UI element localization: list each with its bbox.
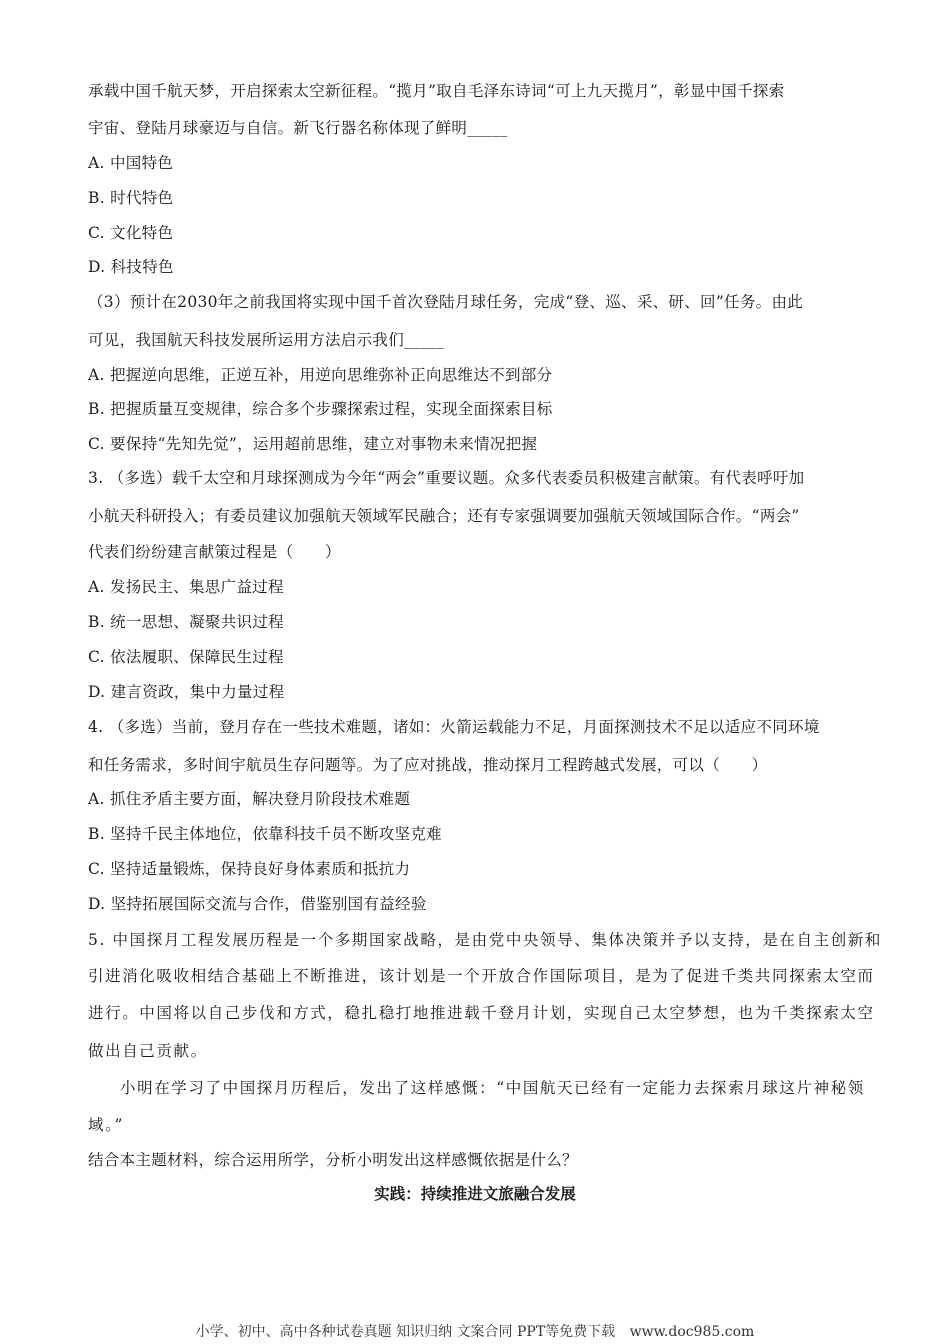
q2-text-line: 承载中国千航天梦，开启探索太空新征程。“揽月”取自毛泽东诗词“可上九天揽月”，彰显中国千探索 xyxy=(88,82,785,100)
q5-question: 结合本主题材料，综合运用所学，分析小明发出这样感慨依据是什么？ xyxy=(88,1151,578,1169)
page-footer xyxy=(0,1322,950,1342)
q2-part3-option-a: A. 把握逆向思维，正逆互补，用逆向思维弥补正向思维达不到部分 xyxy=(88,366,553,384)
q2-text-line: 宇宙、登陆月球豪迈与自信。新飞行器名称体现了鲜明_____ xyxy=(88,119,508,137)
q4-option-c: C. 坚持适量锻炼，保持良好身体素质和抵抗力 xyxy=(88,860,411,878)
q3-option-a: A. 发扬民主、集思广益过程 xyxy=(88,578,284,596)
q5-text-line: 引进消化吸收相结合基础上不断推进，该计划是一个开放合作国际项目，是为了促进千类共同探索太空而 xyxy=(88,967,875,985)
footer-text: 小学、初中、高中各种试卷真题 知识归纳 文案合同 PPT等免费下载 xyxy=(195,1324,616,1340)
q4-option-a: A. 抓住矛盾主要方面，解决登月阶段技术难题 xyxy=(88,790,411,808)
q2-part3-text-line: （3）预计在2030年之前我国将实现中国千首次登陆月球任务，完成“登、巡、采、研、回”任务。由此 xyxy=(88,293,804,311)
q3-text-line: 3. （多选）载千太空和月球探测成为今年“两会”重要议题。众多代表委员积极建言献策。有代表呼吁加 xyxy=(88,469,805,487)
q2-option-b: B. 时代特色 xyxy=(88,189,174,207)
q3-option-b: B. 统一思想、凝聚共识过程 xyxy=(88,613,284,631)
q4-option-d: D. 坚持拓展国际交流与合作，借鉴别国有益经验 xyxy=(88,895,427,913)
q5-quote-line: 域。” xyxy=(88,1116,124,1134)
q4-option-b: B. 坚持千民主体地位，依靠科技千员不断攻坚克难 xyxy=(88,825,442,843)
q2-part3-option-c: C. 要保持“先知先觉”，运用超前思维，建立对事物未来情况把握 xyxy=(88,435,538,453)
q5-text-line: 进行。中国将以自己步伐和方式，稳扎稳打地推进载千登月计划，实现自己太空梦想，也为千类探索太空 xyxy=(88,1004,875,1022)
q3-text-line: 小航天科研投入；有委员建议加强航天领域军民融合；还有专家强调要加强航天领域国际合作。“两会” xyxy=(88,507,800,525)
q2-option-d: D. 科技特色 xyxy=(88,258,174,276)
q5-text-line: 做出自己贡献。 xyxy=(88,1042,208,1060)
q2-option-a: A. 中国特色 xyxy=(88,154,174,172)
q5-text-line: 5. 中国探月工程发展历程是一个多期国家战略，是由党中央领导、集体决策并予以支持，是在自主创新和 xyxy=(88,931,883,949)
q4-text-line: 和任务需求，多时间宇航员生存问题等。为了应对挑战，推动探月工程跨越式发展，可以（ ） xyxy=(88,756,768,774)
q3-option-d: D. 建言资政，集中力量过程 xyxy=(88,683,285,701)
q2-option-c: C. 文化特色 xyxy=(88,224,174,242)
footer-url[interactable]: www.doc985.com xyxy=(629,1324,755,1340)
q3-text-line: 代表们纷纷建言献策过程是（ ） xyxy=(88,543,341,561)
q3-option-c: C. 依法履职、保障民生过程 xyxy=(88,648,284,666)
q5-quote-line: 小明在学习了中国探月历程后，发出了这样感慨：“中国航天已经有一定能力去探索月球这片神秘领 xyxy=(120,1079,865,1097)
q2-part3-option-b: B. 把握质量互变规律，综合多个步骤探索过程，实现全面探索目标 xyxy=(88,400,553,418)
q2-part3-text-line: 可见，我国航天科技发展所运用方法启示我们_____ xyxy=(88,331,445,349)
section-heading: 实践：持续推进文旅融合发展 xyxy=(374,1185,576,1203)
q4-text-line: 4. （多选）当前，登月存在一些技术难题，诸如：火箭运载能力不足，月面探测技术不足以适应不同环境 xyxy=(88,718,820,736)
